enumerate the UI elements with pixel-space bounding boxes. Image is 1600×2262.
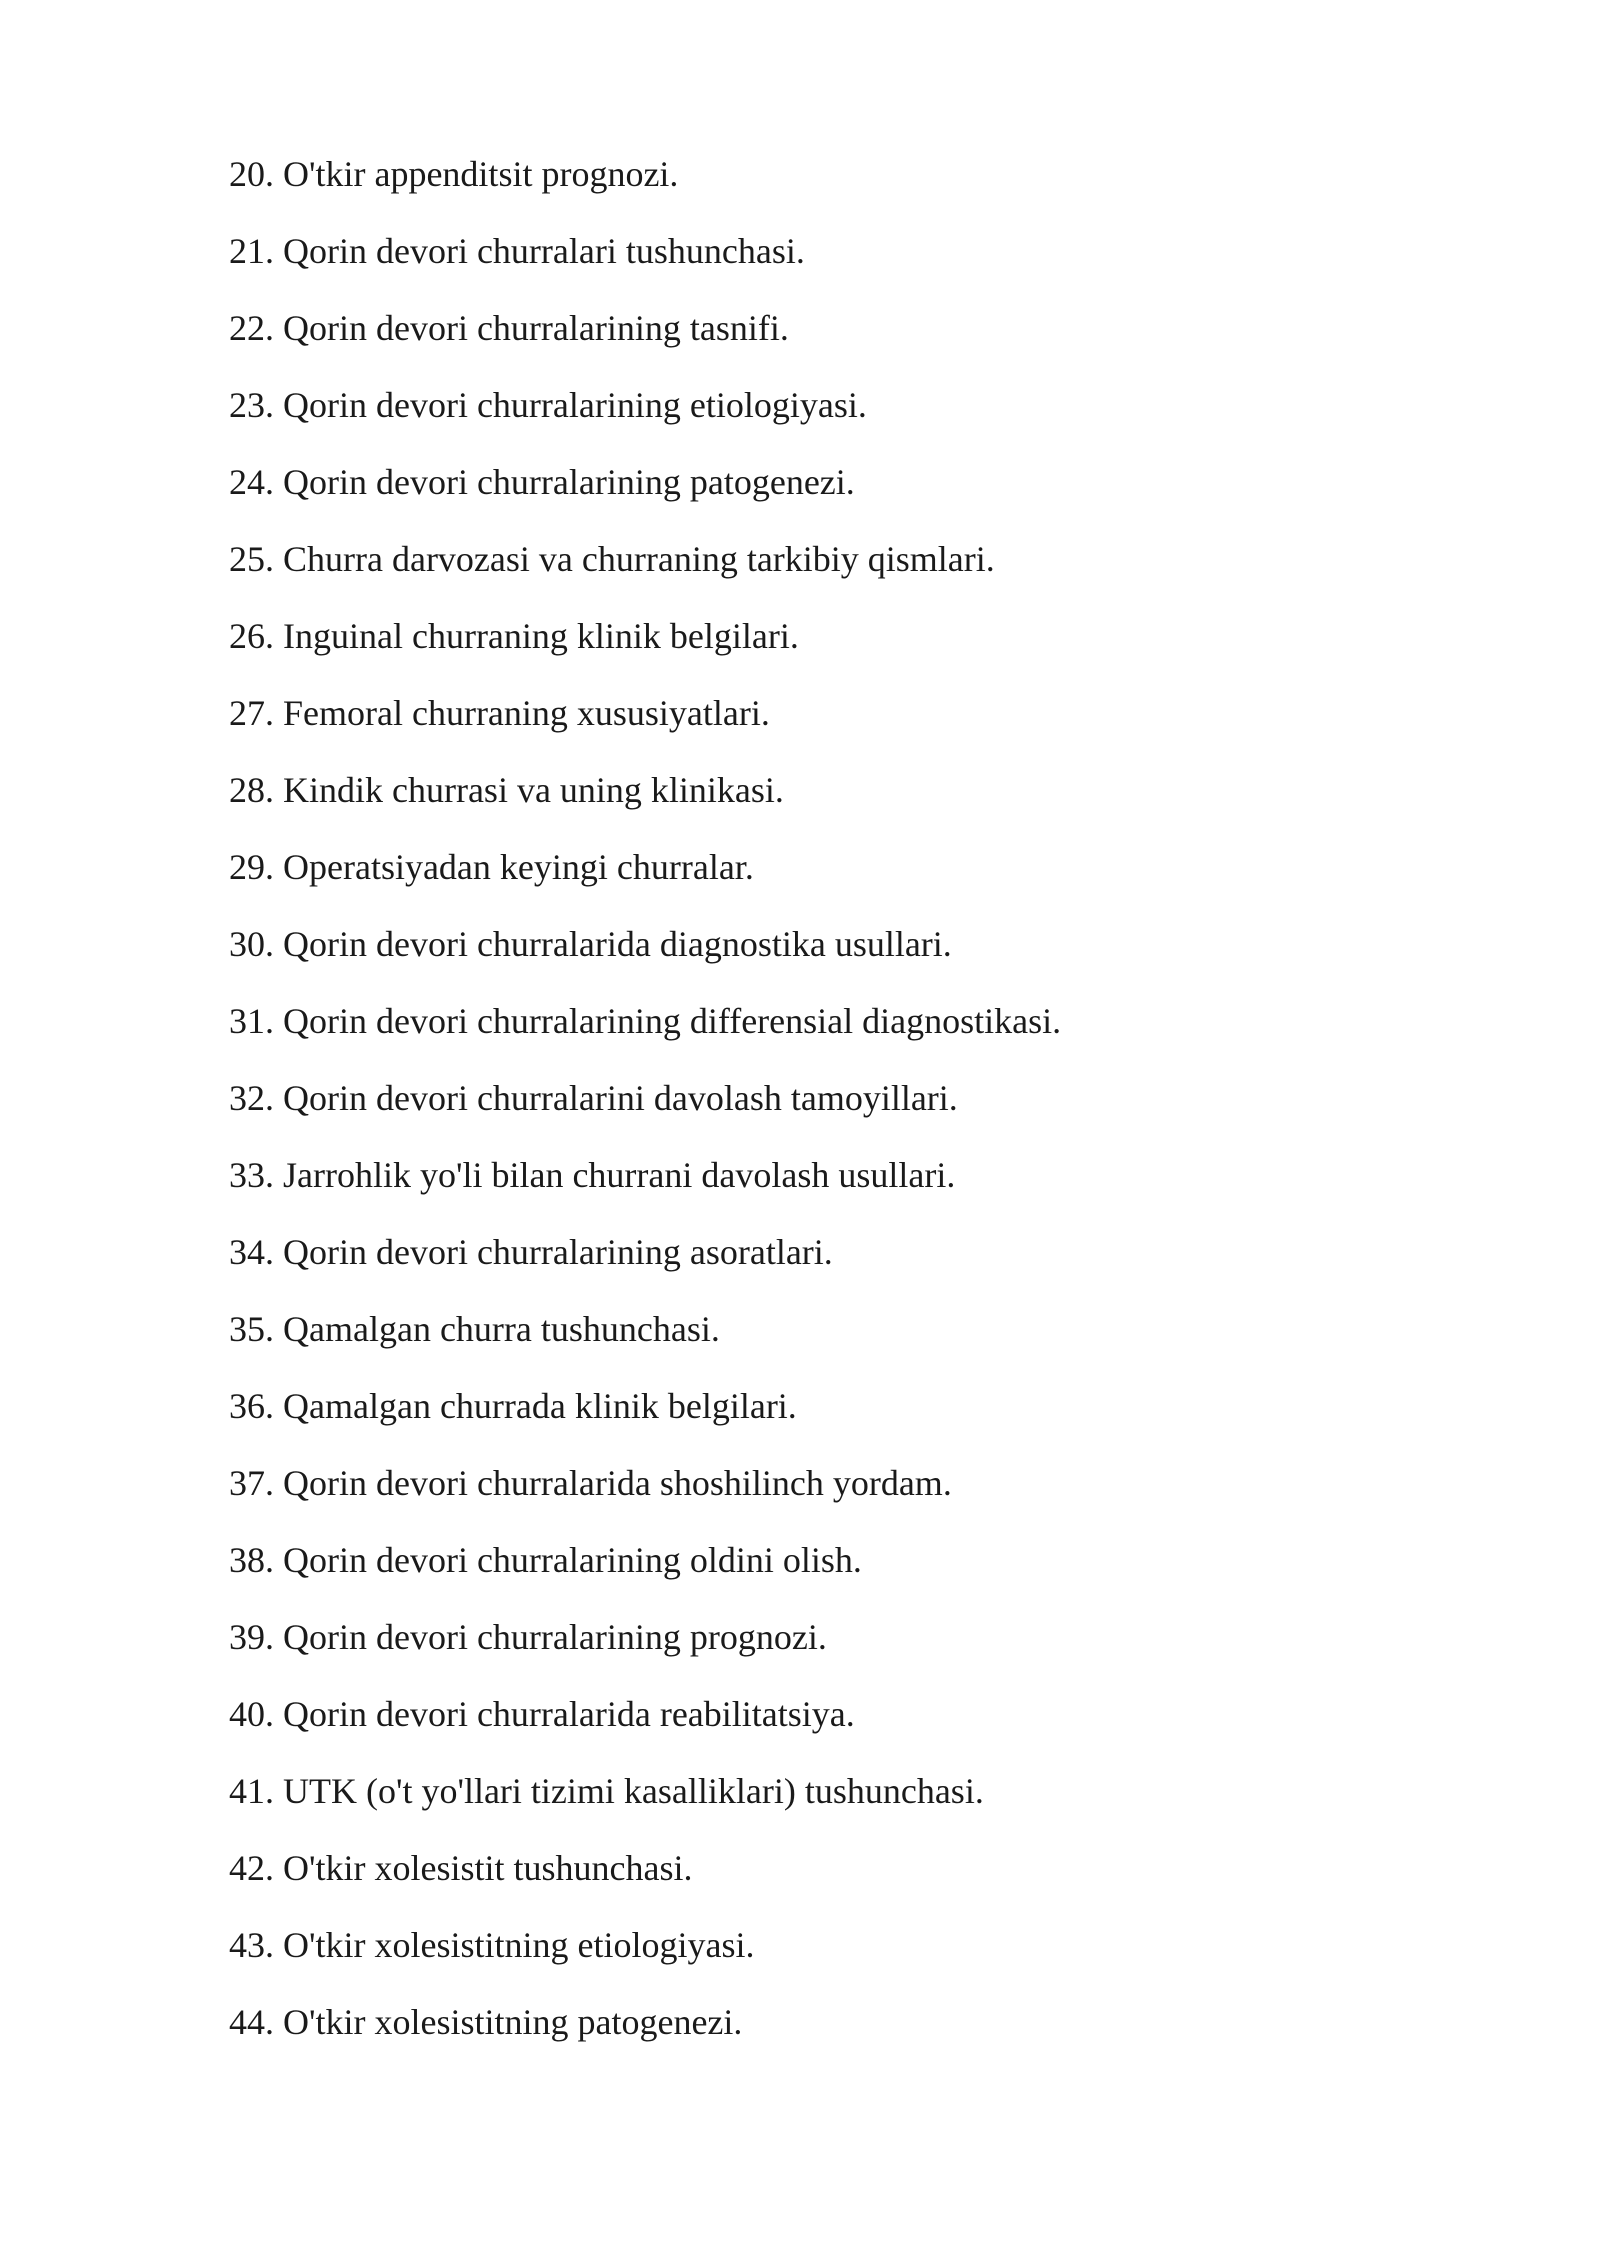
list-item: [229, 1688, 1061, 1765]
item-text: Kindik churrasi va uning klinikasi.: [283, 770, 784, 810]
item-text: Jarrohlik yo'li bilan churrani davolash usullari.: [283, 1155, 956, 1195]
item-number: 39.: [229, 1617, 274, 1657]
item-text: Qamalgan churrada klinik belgilari.: [283, 1386, 797, 1426]
list-item: [229, 1611, 1061, 1688]
item-number: 28.: [229, 770, 274, 810]
item-number: 23.: [229, 385, 274, 425]
list-item: [229, 995, 1061, 1072]
list-item: [229, 302, 1061, 379]
item-text: Qorin devori churralarining differensial diagnostikasi.: [283, 1001, 1062, 1041]
list-item: [229, 148, 1061, 225]
list-item: [229, 764, 1061, 841]
item-number: 37.: [229, 1463, 274, 1503]
item-text: Qamalgan churra tushunchasi.: [283, 1309, 720, 1349]
item-text: O'tkir appenditsit prognozi.: [283, 154, 679, 194]
item-text: O'tkir xolesistit tushunchasi.: [283, 1848, 693, 1888]
item-number: 26.: [229, 616, 274, 656]
list-item: [229, 1765, 1061, 1842]
list-item: [229, 225, 1061, 302]
list-item: [229, 687, 1061, 764]
list-item: [229, 1996, 1061, 2073]
item-number: 35.: [229, 1309, 274, 1349]
item-number: 20.: [229, 154, 274, 194]
list-item: [229, 1842, 1061, 1919]
list-item: [229, 1226, 1061, 1303]
list-item: [229, 1303, 1061, 1380]
item-text: Qorin devori churralarining tasnifi.: [283, 308, 789, 348]
list-item: [229, 610, 1061, 687]
item-number: 29.: [229, 847, 274, 887]
list-item: [229, 456, 1061, 533]
list-item: [229, 841, 1061, 918]
item-number: 30.: [229, 924, 274, 964]
list-item: [229, 1072, 1061, 1149]
item-number: 21.: [229, 231, 274, 271]
list-item: [229, 1457, 1061, 1534]
item-text: Femoral churraning xususiyatlari.: [283, 693, 770, 733]
list-item: [229, 918, 1061, 995]
item-text: O'tkir xolesistitning etiologiyasi.: [283, 1925, 755, 1965]
question-list: [229, 148, 1061, 2073]
item-number: 40.: [229, 1694, 274, 1734]
item-text: Qorin devori churralarida diagnostika usullari.: [283, 924, 952, 964]
list-item: [229, 1919, 1061, 1996]
item-text: UTK (o't yo'llari tizimi kasalliklari) tushunchasi.: [283, 1771, 984, 1811]
list-item: [229, 1149, 1061, 1226]
item-text: Qorin devori churralarining patogenezi.: [283, 462, 855, 502]
list-item: [229, 1534, 1061, 1611]
item-text: Inguinal churraning klinik belgilari.: [283, 616, 799, 656]
item-number: 27.: [229, 693, 274, 733]
item-number: 41.: [229, 1771, 274, 1811]
item-number: 36.: [229, 1386, 274, 1426]
item-text: Churra darvozasi va churraning tarkibiy qismlari.: [283, 539, 995, 579]
item-text: Qorin devori churralarining etiologiyasi.: [283, 385, 867, 425]
item-number: 43.: [229, 1925, 274, 1965]
item-number: 22.: [229, 308, 274, 348]
item-text: O'tkir xolesistitning patogenezi.: [283, 2002, 743, 2042]
item-text: Qorin devori churralarining prognozi.: [283, 1617, 827, 1657]
item-text: Qorin devori churralarida reabilitatsiya.: [283, 1694, 855, 1734]
item-number: 44.: [229, 2002, 274, 2042]
item-text: Qorin devori churralari tushunchasi.: [283, 231, 805, 271]
item-text: Qorin devori churralarining oldini olish.: [283, 1540, 862, 1580]
list-item: [229, 379, 1061, 456]
item-text: Qorin devori churralarini davolash tamoyillari.: [283, 1078, 958, 1118]
item-number: 25.: [229, 539, 274, 579]
item-number: 33.: [229, 1155, 274, 1195]
item-number: 34.: [229, 1232, 274, 1272]
item-text: Operatsiyadan keyingi churralar.: [283, 847, 754, 887]
item-number: 38.: [229, 1540, 274, 1580]
item-number: 31.: [229, 1001, 274, 1041]
item-number: 32.: [229, 1078, 274, 1118]
item-number: 24.: [229, 462, 274, 502]
item-number: 42.: [229, 1848, 274, 1888]
item-text: Qorin devori churralarida shoshilinch yordam.: [283, 1463, 952, 1503]
list-item: [229, 533, 1061, 610]
list-item: [229, 1380, 1061, 1457]
item-text: Qorin devori churralarining asoratlari.: [283, 1232, 833, 1272]
